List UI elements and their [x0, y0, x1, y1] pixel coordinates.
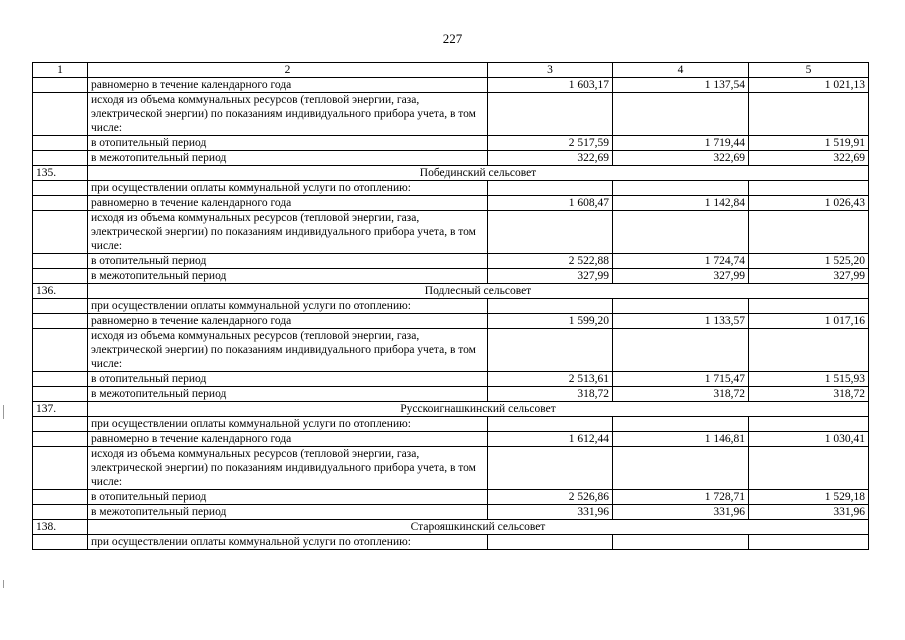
value-col-3 [488, 447, 613, 490]
value-col-4 [613, 181, 749, 196]
value-col-4 [613, 299, 749, 314]
value-col-5: 1 017,16 [749, 314, 869, 329]
value-col-3: 327,99 [488, 269, 613, 284]
row-description: в отопительный период [88, 372, 488, 387]
row-number: 138. [33, 520, 88, 535]
row-number [33, 505, 88, 520]
row-description: исходя из объема коммунальных ресурсов (тепловой энергии, газа, электрической энергии) по показаниям индивидуального прибора учета, в том числе: [88, 447, 488, 490]
value-col-5: 1 030,41 [749, 432, 869, 447]
value-col-3 [488, 93, 613, 136]
value-col-4: 1 719,44 [613, 136, 749, 151]
table-body [33, 63, 869, 550]
row-number [33, 314, 88, 329]
value-col-4: 1 724,74 [613, 254, 749, 269]
region-name: Подлесный сельсовет [88, 284, 869, 299]
row-description: в межотопительный период [88, 151, 488, 166]
row-number: 135. [33, 166, 88, 181]
value-col-3: 2 526,86 [488, 490, 613, 505]
value-col-5: 327,99 [749, 269, 869, 284]
value-col-5 [749, 299, 869, 314]
table-row [33, 254, 869, 269]
row-number [33, 211, 88, 254]
value-col-5 [749, 181, 869, 196]
row-number [33, 93, 88, 136]
value-col-3 [488, 299, 613, 314]
value-col-3 [488, 535, 613, 550]
row-number [33, 78, 88, 93]
value-col-3: 318,72 [488, 387, 613, 402]
table-row [33, 299, 869, 314]
region-name: Побединский сельсовет [88, 166, 869, 181]
value-col-4: 1 715,47 [613, 372, 749, 387]
value-col-3: 1 608,47 [488, 196, 613, 211]
value-col-3 [488, 329, 613, 372]
row-description: при осуществлении оплаты коммунальной услуги по отоплению: [88, 535, 488, 550]
value-col-4 [613, 535, 749, 550]
table-row [33, 78, 869, 93]
row-description: исходя из объема коммунальных ресурсов (тепловой энергии, газа, электрической энергии) по показаниям индивидуального прибора учета, в том числе: [88, 329, 488, 372]
row-number [33, 254, 88, 269]
row-number [33, 299, 88, 314]
value-col-4 [613, 417, 749, 432]
table-row [33, 490, 869, 505]
value-col-5: 1 519,91 [749, 136, 869, 151]
row-number [33, 535, 88, 550]
value-col-4 [613, 93, 749, 136]
value-col-5: 1 515,93 [749, 372, 869, 387]
row-number [33, 196, 88, 211]
row-description: при осуществлении оплаты коммунальной услуги по отоплению: [88, 181, 488, 196]
value-col-5: 318,72 [749, 387, 869, 402]
row-number [33, 329, 88, 372]
table-row [33, 387, 869, 402]
value-col-3 [488, 181, 613, 196]
value-col-3: 1 599,20 [488, 314, 613, 329]
value-col-5: 1 525,20 [749, 254, 869, 269]
page-number: 227 [442, 31, 463, 46]
region-row [33, 520, 869, 535]
value-col-3: 2 513,61 [488, 372, 613, 387]
scan-artifact [3, 405, 4, 419]
value-col-4: 322,69 [613, 151, 749, 166]
table-row [33, 432, 869, 447]
column-header: 2 [88, 63, 488, 78]
table-row [33, 535, 869, 550]
value-col-3: 1 603,17 [488, 78, 613, 93]
column-header: 1 [33, 63, 88, 78]
value-col-3: 2 517,59 [488, 136, 613, 151]
region-name: Старояшкинский сельсовет [88, 520, 869, 535]
value-col-5 [749, 93, 869, 136]
value-col-3 [488, 417, 613, 432]
column-header: 3 [488, 63, 613, 78]
table-row [33, 269, 869, 284]
region-row [33, 402, 869, 417]
value-col-5: 322,69 [749, 151, 869, 166]
row-description: в отопительный период [88, 254, 488, 269]
row-description: равномерно в течение календарного года [88, 314, 488, 329]
row-description: при осуществлении оплаты коммунальной услуги по отоплению: [88, 417, 488, 432]
column-header: 4 [613, 63, 749, 78]
row-number [33, 151, 88, 166]
value-col-5 [749, 447, 869, 490]
value-col-5: 1 529,18 [749, 490, 869, 505]
value-col-5 [749, 329, 869, 372]
value-col-5: 1 021,13 [749, 78, 869, 93]
table-row [33, 505, 869, 520]
row-description: равномерно в течение календарного года [88, 78, 488, 93]
value-col-4: 331,96 [613, 505, 749, 520]
value-col-4: 327,99 [613, 269, 749, 284]
row-number [33, 136, 88, 151]
value-col-4 [613, 329, 749, 372]
value-col-4: 318,72 [613, 387, 749, 402]
table-row [33, 93, 869, 136]
row-description: исходя из объема коммунальных ресурсов (тепловой энергии, газа, электрической энергии) по показаниям индивидуального прибора учета, в том числе: [88, 93, 488, 136]
row-description: в межотопительный период [88, 505, 488, 520]
table-row [33, 314, 869, 329]
value-col-4: 1 137,54 [613, 78, 749, 93]
row-description: при осуществлении оплаты коммунальной услуги по отоплению: [88, 299, 488, 314]
value-col-5: 331,96 [749, 505, 869, 520]
row-number [33, 181, 88, 196]
value-col-4 [613, 447, 749, 490]
scan-artifact [3, 580, 4, 588]
value-col-3: 2 522,88 [488, 254, 613, 269]
table-row [33, 151, 869, 166]
table-row [33, 211, 869, 254]
table-header-row [33, 63, 869, 78]
row-number: 136. [33, 284, 88, 299]
region-row [33, 166, 869, 181]
row-description: исходя из объема коммунальных ресурсов (тепловой энергии, газа, электрической энергии) по показаниям индивидуального прибора учета, в том числе: [88, 211, 488, 254]
row-description: в межотопительный период [88, 269, 488, 284]
column-header: 5 [749, 63, 869, 78]
value-col-4: 1 146,81 [613, 432, 749, 447]
row-number [33, 269, 88, 284]
value-col-3: 331,96 [488, 505, 613, 520]
region-row [33, 284, 869, 299]
value-col-3: 1 612,44 [488, 432, 613, 447]
value-col-5 [749, 535, 869, 550]
table-row [33, 372, 869, 387]
value-col-4 [613, 211, 749, 254]
value-col-5: 1 026,43 [749, 196, 869, 211]
region-name: Русскоигнашкинский сельсовет [88, 402, 869, 417]
row-description: в отопительный период [88, 490, 488, 505]
row-description: в отопительный период [88, 136, 488, 151]
row-number [33, 447, 88, 490]
value-col-4: 1 142,84 [613, 196, 749, 211]
row-number [33, 372, 88, 387]
table-row [33, 181, 869, 196]
row-number [33, 387, 88, 402]
value-col-3 [488, 211, 613, 254]
table-row [33, 447, 869, 490]
value-col-4: 1 133,57 [613, 314, 749, 329]
row-description: равномерно в течение календарного года [88, 196, 488, 211]
table-row [33, 136, 869, 151]
value-col-5 [749, 417, 869, 432]
value-col-5 [749, 211, 869, 254]
value-col-3: 322,69 [488, 151, 613, 166]
row-number [33, 490, 88, 505]
table-row [33, 196, 869, 211]
row-number [33, 432, 88, 447]
row-number [33, 417, 88, 432]
row-description: равномерно в течение календарного года [88, 432, 488, 447]
row-description: в межотопительный период [88, 387, 488, 402]
table-row [33, 329, 869, 372]
row-number: 137. [33, 402, 88, 417]
value-col-4: 1 728,71 [613, 490, 749, 505]
table-row [33, 417, 869, 432]
tariff-table [32, 62, 869, 550]
